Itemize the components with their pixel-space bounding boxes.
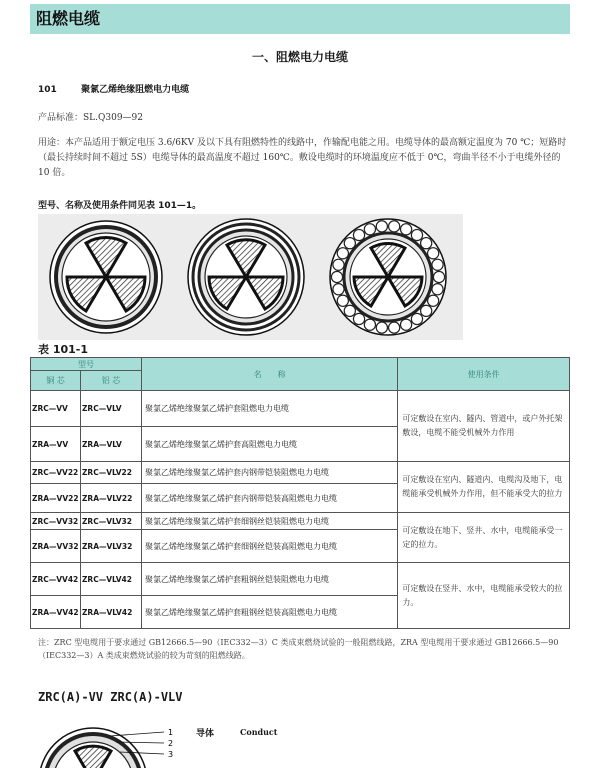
callout-1: 1 xyxy=(168,728,174,737)
cell-conditions: 可定敷设在地下、竖井、水中，电缆能承受一定的拉力。 xyxy=(398,513,570,563)
cable-cross-section-figure xyxy=(38,214,463,340)
cell-name: 聚氯乙烯绝缘聚氯乙烯护套高阻燃电力电缆 xyxy=(141,427,397,462)
cell-copper: ZRC—VV22 xyxy=(31,462,81,484)
cell-name: 聚氯乙烯绝缘聚氯乙烯护套阻燃电力电缆 xyxy=(141,391,397,427)
cell-name: 聚氯乙烯绝缘聚氯乙烯护套细钢丝铠装高阻燃电力电缆 xyxy=(141,530,397,563)
cell-aluminum: ZRA—VLV42 xyxy=(80,596,141,629)
armor-wire xyxy=(337,295,348,306)
armor-wire xyxy=(400,319,411,330)
cell-aluminum: ZRA—VLV22 xyxy=(80,484,141,513)
note-line-2: （IEC332—3）A 类成束燃烧试验的较为苛刻的阻燃线路。 xyxy=(38,651,250,660)
cable-cross-section-svg xyxy=(38,214,463,340)
table-reference: 型号、名称及使用条件同见表 101—1。 xyxy=(38,201,202,211)
armor-wire xyxy=(376,221,387,232)
cell-aluminum: ZRC—VLV xyxy=(80,391,141,427)
cell-copper: ZRA—VV22 xyxy=(31,484,81,513)
cable-section-steel-wire xyxy=(330,219,446,335)
conductor-label-cn: 导体 xyxy=(196,729,215,739)
armor-wire xyxy=(432,259,443,270)
armor-wire xyxy=(400,224,411,235)
table-row xyxy=(31,391,570,427)
header-aluminum: 铝 芯 xyxy=(80,371,141,391)
cell-copper: ZRA—VV xyxy=(31,427,81,462)
table-row xyxy=(31,513,570,530)
armor-wire xyxy=(376,322,387,333)
armor-wire xyxy=(353,229,364,240)
cell-copper: ZRC—VV42 xyxy=(31,563,81,596)
armor-wire xyxy=(428,295,439,306)
armor-wire xyxy=(411,313,422,324)
callout-2: 2 xyxy=(168,739,174,748)
cell-name: 聚氯乙烯绝缘聚氯乙烯护套内钢带铠装阻燃电力电缆 xyxy=(141,462,397,484)
cell-conditions: 可定敷设在竖井、水中，电缆能承受较大的拉力。 xyxy=(398,563,570,629)
document-title-bar xyxy=(30,4,570,34)
header-model: 型号 xyxy=(31,358,142,371)
cell-name: 聚氯乙烯绝缘聚氯乙烯护套粗钢丝铠装阻燃电力电缆 xyxy=(141,563,397,596)
cell-conditions: 可定敷设在室内、隧道内、电缆沟及地下，电缆能承受机械外力作用，但不能承受大的拉力 xyxy=(398,462,570,513)
cable-section-steel-tape xyxy=(188,219,304,335)
armor-wire xyxy=(389,322,400,333)
cell-aluminum: ZRA—VLV xyxy=(80,427,141,462)
cell-copper: ZRA—VV32 xyxy=(31,530,81,563)
cell-copper: ZRC—VV xyxy=(31,391,81,427)
item-code: 101 xyxy=(38,85,57,95)
model-sub-heading: ZRC(A)-VV ZRC(A)-VLV xyxy=(38,690,183,704)
cell-name: 聚氯乙烯绝缘聚氯乙烯护套粗钢丝铠装高阻燃电力电缆 xyxy=(141,596,397,629)
header-copper: 铜 芯 xyxy=(31,371,81,391)
product-standard: 产品标准：SL.Q309—92 xyxy=(38,113,144,123)
armor-wire xyxy=(353,313,364,324)
armor-wire xyxy=(428,248,439,259)
document-title: 阻燃电缆 xyxy=(36,9,101,28)
cell-aluminum: ZRA—VLV32 xyxy=(80,530,141,563)
armor-wire xyxy=(333,284,344,295)
table-row xyxy=(31,462,570,484)
cell-aluminum: ZRC—VLV42 xyxy=(80,563,141,596)
armor-wire xyxy=(432,284,443,295)
cell-copper: ZRC—VV32 xyxy=(31,513,81,530)
cable-structure-diagram xyxy=(38,712,198,768)
table-caption: 表 101-1 xyxy=(38,343,89,356)
header-conditions: 使用条件 xyxy=(398,358,570,391)
cell-aluminum: ZRC—VLV22 xyxy=(80,462,141,484)
table-note xyxy=(38,636,568,662)
note-line-1: 注：ZRC 型电缆用于要求通过 GB12666.5—90（IEC332—3）C 类成束燃烧试验的一般阻燃线路，ZRA 型电缆用于要求通过 GB12666.5—90 xyxy=(38,638,559,647)
cell-name: 聚氯乙烯绝缘聚氯乙烯护套细钢丝铠装阻燃电力电缆 xyxy=(141,513,397,530)
armor-wire xyxy=(389,221,400,232)
section-title: 一、阻燃电力电缆 xyxy=(251,50,348,64)
conductor-label-en: Conduct xyxy=(240,727,278,737)
table-row xyxy=(31,563,570,596)
cell-name: 聚氯乙烯绝缘聚氯乙烯护套内钢带铠装高阻燃电力电缆 xyxy=(141,484,397,513)
callout-3: 3 xyxy=(168,750,174,759)
cell-aluminum: ZRC—VLV32 xyxy=(80,513,141,530)
armor-wire xyxy=(331,271,342,282)
usage-paragraph: 用途：本产品适用于额定电压 3.6/6KV 及以下具有阻燃特性的线路中，作输配电能之用。电缆导体的最高额定温度为 70 ℃；短路时（最长持续时间不超过 5S）电缆导体的最高温度不超过 160℃。敷设电缆时的环境温度应不低于 0℃，弯曲半径不小于电缆外径的 10 倍。 xyxy=(38,138,567,178)
armor-wire xyxy=(364,319,375,330)
header-name: 名 称 xyxy=(141,358,397,391)
armor-wire xyxy=(337,248,348,259)
armor-wire xyxy=(433,271,444,282)
cell-conditions: 可定敷设在室内、隧内、管道中，或户外托架敷设，电缆不能受机械外力作用 xyxy=(398,391,570,462)
cell-copper: ZRA—VV42 xyxy=(31,596,81,629)
armor-wire xyxy=(333,259,344,270)
cable-spec-table xyxy=(30,357,570,629)
item-name: 聚氯乙烯绝缘阻燃电力电缆 xyxy=(81,85,190,95)
item-heading xyxy=(38,82,189,95)
cable-section-unarmored xyxy=(50,221,162,333)
armor-wire xyxy=(411,229,422,240)
armor-wire xyxy=(364,224,375,235)
